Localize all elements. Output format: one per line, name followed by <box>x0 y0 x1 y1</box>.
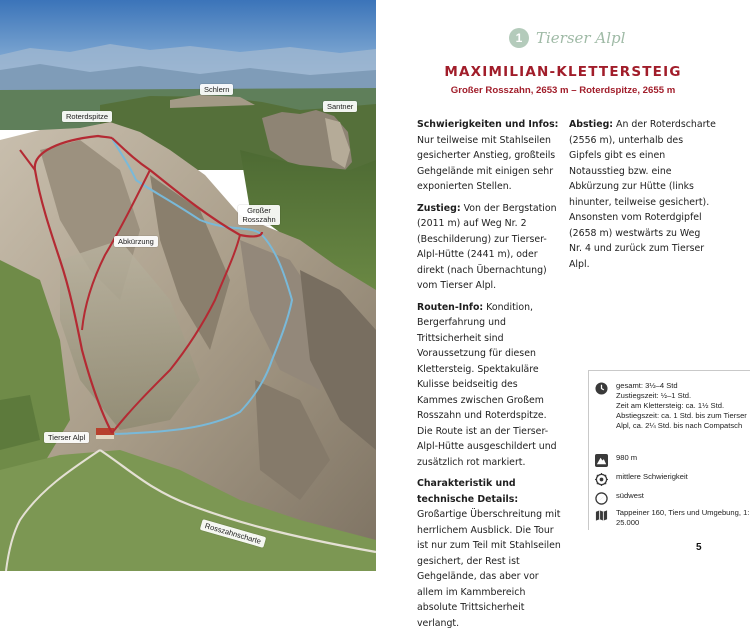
info-row-time <box>595 381 750 431</box>
info-time-descent: Abstiegszeit: ca. 1 Std. bis zum Tierser Alpl, ca. 2¼ Std. bis nach Compatsch <box>616 411 747 430</box>
altitude-icon <box>595 454 608 467</box>
info-time-climb: Zeit am Klettersteig: ca. 1½ Std. <box>616 401 725 410</box>
guidebook-page <box>376 0 750 629</box>
tour-facts-box <box>588 370 750 530</box>
label-rosszahnscharte: Rosszahnscharte <box>200 519 266 548</box>
label-abkuerzung: Abkürzung <box>114 236 158 247</box>
heading-routeninfo: Routen-Info: <box>417 301 484 313</box>
info-time-total: gesamt: 3½–4 Std <box>616 381 678 390</box>
info-time-approach: Zustiegszeit: ½–1 Std. <box>616 391 692 400</box>
heading-schwierigkeiten: Schwierigkeiten und Infos: <box>417 119 559 130</box>
info-time <box>616 381 750 431</box>
info-orientation: südwest <box>616 491 644 500</box>
label-roterdspitze: Roterdspitze <box>62 111 112 122</box>
route-title: MAXIMILIAN-KLETTERSTEIG <box>444 64 682 80</box>
info-row-difficulty <box>595 472 750 486</box>
label-santner: Santner <box>323 101 357 112</box>
paragraph-charakteristik <box>417 476 561 631</box>
page-number: 5 <box>696 542 702 553</box>
tour-badge <box>509 28 625 48</box>
body-abstieg: An der Roterdscharte (2556 m), unterhalb des Gipfels gibt es einen Notausstieg bzw. eine Abkürzung zur Hütte (links hinunter, teilweise gesichert). Ansonsten vom Roterdgipfel (2658 m) westwärts zu Weg Nr. 4 und zurück zum Tierser Alpl. <box>569 119 716 270</box>
route-subtitle: Großer Rosszahn, 2653 m – Roterdspitze, 2655 m <box>450 85 676 96</box>
text-column-left <box>417 117 561 637</box>
tour-region-title: Tierser Alpl <box>536 29 626 47</box>
body-zustieg: Von der Bergstation (2011 m) auf Weg Nr. 2 (Beschilderung) zur Tierser-Alpl-Hütte (2441 m), oder direkt (nach Übernachtung) vom Tierser Alpl. <box>417 202 557 291</box>
paragraph-routeninfo <box>417 300 561 471</box>
body-schwierigkeiten: Nur teilweise mit Stahlseilen gesicherter Anstieg, großteils Gehgelände mit einigen sehr exponierten Stellen. <box>417 134 556 192</box>
route-map-illustration <box>0 0 376 571</box>
tour-number-badge: 1 <box>509 28 529 48</box>
paragraph-abstieg <box>569 117 716 272</box>
body-routeninfo: Kondition, Bergerfahrung und Trittsicherheit sind Voraussetzung für diesen Klettersteig. Spektakuläre Kulisse beidseitig des Kammes zwischen Großem Rosszahn und Roterdspitze. Die Route ist an der Tierser-Alpl-Hütte ausgeschildert und zusätzlich rot markiert. <box>417 301 557 468</box>
info-difficulty: mittlere Schwierigkeit <box>616 472 688 481</box>
aerial-route-photo <box>0 0 376 571</box>
heading-charakteristik: Charakteristik und technische Details: <box>417 478 519 505</box>
info-row-orientation <box>595 491 750 505</box>
info-map: Tappeiner 160, Tiers und Umgebung, 1: 25.000 <box>616 508 750 527</box>
paragraph-zustieg <box>417 201 561 294</box>
body-charakteristik: Großartige Überschreitung mit herrlichem Ausblick. Die Tour ist nur zum Teil mit Stahlseilen gesichert, der Rest ist Gehgelände, das aber vor allem im Kammbereich absolute Trittsicherheit verlangt. <box>417 509 561 629</box>
info-row-altitude <box>595 453 750 467</box>
clock-icon <box>595 382 608 395</box>
map-icon <box>595 509 608 522</box>
label-tierser-alpl: Tierser Alpl <box>44 432 89 443</box>
heading-abstieg: Abstieg: <box>569 119 614 130</box>
label-grosser-rosszahn: Großer Rosszahn <box>238 205 280 225</box>
info-altitude: 980 m <box>616 453 638 462</box>
difficulty-icon <box>595 473 608 486</box>
paragraph-schwierigkeiten <box>417 117 561 195</box>
heading-zustieg: Zustieg: <box>417 202 461 214</box>
text-column-right <box>569 117 716 278</box>
info-row-map <box>595 508 750 528</box>
compass-icon <box>595 492 608 505</box>
label-schlern: Schlern <box>200 84 233 95</box>
